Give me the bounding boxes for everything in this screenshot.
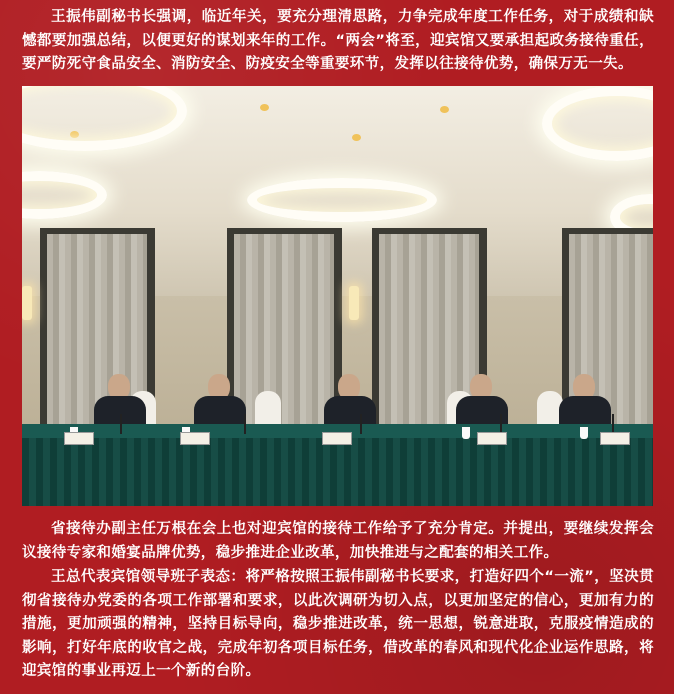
ceiling-lamp	[352, 134, 361, 141]
microphone	[612, 414, 614, 434]
article-paragraph-2: 省接待办副主任万根在会上也对迎宾馆的接待工作给予了充分肯定。并提出，要继续发挥会议接待专家和婚宴品牌优势，稳步推进企业改革，加快推进与之配套的相关工作。	[22, 521, 654, 561]
wall-sconce	[22, 286, 32, 320]
nameplate	[180, 432, 210, 445]
article-paragraph-3: 王总代表宾馆领导班子表态：将严格按照王振伟副秘书长要求，打造好四个“一流”，坚决贯彻省接待办党委的各项工作部署和要求，以此次调研为切入点，以更加坚定的信心，更加有力的措施，更加顽强的精神，坚持目标导向，稳步推进改革，统一思想，锐意进取，克服疫情造成的影响，打好年底的收官之战，完成年初各项目标任务，借改革的春风和现代化企业运作思路，将迎宾馆的事业再迈上一个新的台阶。	[22, 569, 654, 679]
microphone	[244, 414, 246, 434]
ceiling-lamp	[440, 106, 449, 113]
microphone	[360, 414, 362, 434]
nameplate	[477, 432, 507, 445]
ceiling-lamp	[260, 104, 269, 111]
nameplate	[322, 432, 352, 445]
meeting-photo	[22, 86, 653, 506]
microphone	[120, 414, 122, 434]
tea-cup	[580, 427, 588, 439]
microphone	[500, 414, 502, 434]
wall-sconce	[349, 286, 359, 320]
chandelier	[247, 178, 437, 222]
nameplate	[64, 432, 94, 445]
nameplate	[600, 432, 630, 445]
article-paragraph-1: 王振伟副秘书长强调，临近年关，要充分理清思路，力争完成年度工作任务，对于成绩和缺憾都要加强总结，以便更好的谋划来年的工作。“两会”将至，迎宾馆又要承担起政务接待重任，要严防死守食品安全、消防安全、防疫安全等重要环节，发挥以往接待优势，确保万无一失。	[22, 9, 654, 72]
tea-cup	[462, 427, 470, 439]
